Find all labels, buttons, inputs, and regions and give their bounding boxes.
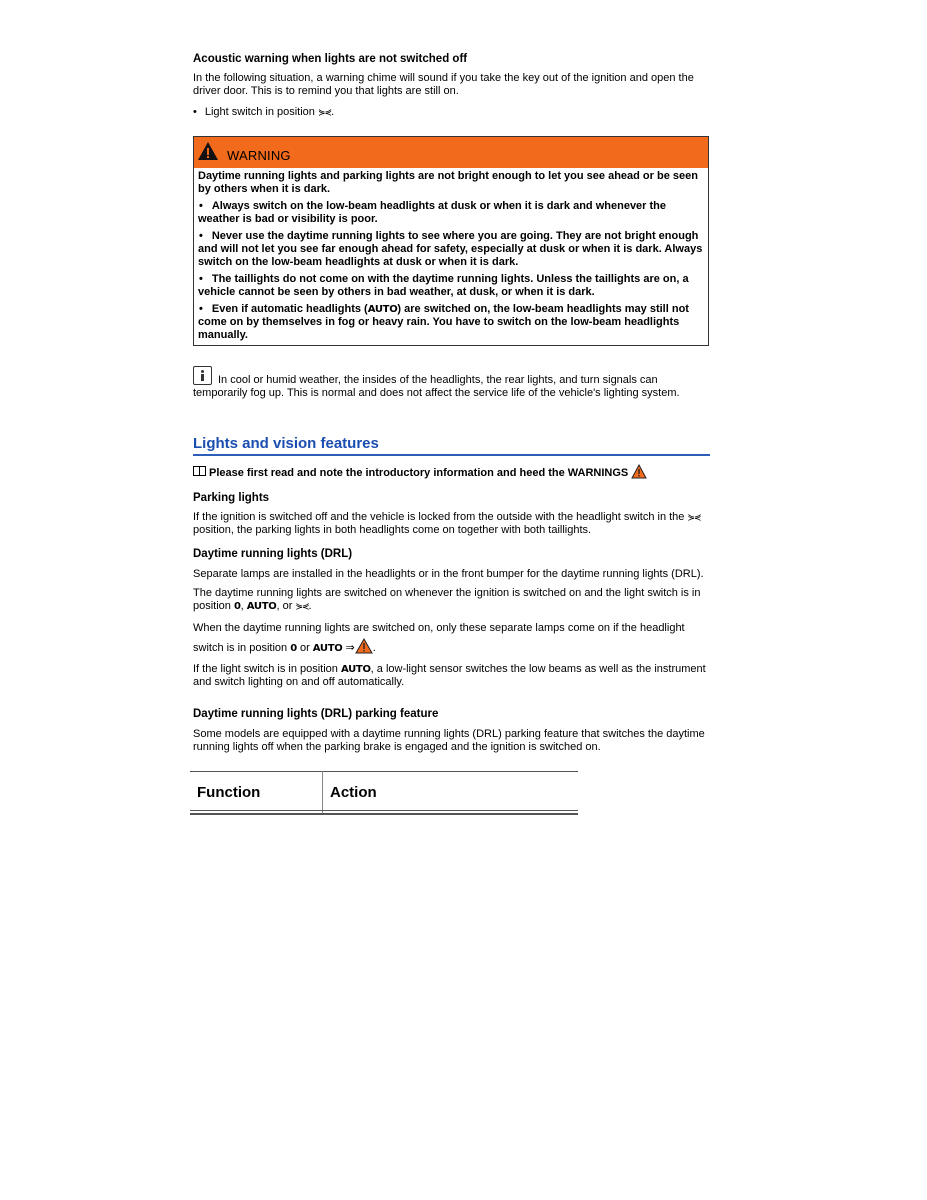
drl-p4-text-b: , a low-light sensor switches the low beams as well as the instrument and switch lighting on and off automatically.	[193, 663, 706, 688]
table-header-rule	[190, 810, 578, 811]
drl-p3-text: When the daytime running lights are switched on, only these separate lamps come on if the headlight switch is in position	[193, 622, 685, 654]
lights-section-header	[193, 435, 710, 456]
warning-intro: Daytime running lights and parking lights are not bright enough to let you see ahead or be seen by others when it is dark.	[198, 170, 698, 195]
warning-item: • Never use the daytime running lights to see where you are going. They are not bright enough and will not let you see far enough ahead for safety, especially at dusk or when it is dark. Always switch on the low-beam headlights at dusk or when it is dark.	[198, 230, 703, 268]
acoustic-bullet-end: .	[331, 106, 335, 118]
section-rule	[193, 454, 710, 456]
warning-body	[194, 168, 708, 342]
auto-mark: AUTO	[312, 643, 343, 654]
zero-mark: 0	[290, 643, 297, 654]
warning-header	[194, 137, 708, 168]
drl-p3-or: or	[299, 642, 310, 654]
drl-parking-heading: Daytime running lights (DRL) parking feature	[193, 708, 439, 720]
acoustic-bullet-text: Light switch in position	[204, 106, 315, 118]
note-text	[193, 366, 710, 400]
drl-heading: Daytime running lights (DRL)	[193, 548, 353, 560]
table-column-separator	[322, 771, 323, 814]
zero-mark: 0	[233, 601, 241, 612]
table-header-action: Action	[330, 784, 377, 801]
info-icon	[193, 366, 212, 385]
drl-p2-end: .	[308, 600, 312, 612]
bullet-dot: •	[193, 106, 197, 118]
warning-item: • Always switch on the low-beam headlights at dusk or when it is dark and whenever the weather is bad or visibility is poor.	[198, 200, 667, 225]
warning-triangle-icon[interactable]	[355, 638, 373, 654]
warning-triangle-icon[interactable]	[631, 464, 647, 479]
parking-light-symbol: ⋟⋞	[687, 512, 701, 522]
drl-p2-sep: ,	[240, 600, 244, 612]
parking-text-b: position, the parking lights in both headlights come on together with both taillights.	[193, 524, 592, 536]
drl-parking-section	[193, 707, 710, 754]
section-title: Lights and vision features	[193, 435, 379, 452]
table-header-rule-double	[190, 813, 578, 815]
intro-line	[193, 464, 710, 480]
warning-item-text: ) are switched on, the low-beam headlights may still not come on by themselves in fog or heavy rain. You have to switch on the low-beam headlights manually.	[198, 303, 689, 341]
acoustic-section	[193, 52, 710, 119]
parking-text-a: If the ignition is switched off and the vehicle is locked from the outside with the headlight switch in the	[193, 511, 685, 523]
drl-p1: Separate lamps are installed in the headlights or in the front bumper for the daytime running lights (DRL).	[193, 568, 704, 580]
parking-section	[193, 491, 710, 537]
drl-p4	[193, 663, 710, 689]
drl-p2	[193, 587, 710, 613]
drl-parking-text: Some models are equipped with a daytime running lights (DRL) parking feature that switches the daytime running lights off when the parking brake is engaged and the ignition is switched on.	[193, 728, 705, 753]
arrow-icon: ⇒	[345, 642, 355, 654]
drl-section	[193, 547, 710, 689]
parking-text	[193, 511, 710, 537]
intro-text[interactable]: Please first read and note the introductory information and heed the WARNINGS	[209, 467, 629, 479]
drl-p3-end: .	[372, 642, 376, 654]
acoustic-text: In the following situation, a warning chime will sound if you take the key out of the ignition and open the driver door. This is to remind you that lights are still on.	[193, 72, 694, 97]
warning-item: • Even if automatic headlights (AUTO) are switched on, the low-beam headlights may still not come on by themselves in fog or heavy rain. You have to switch on the low-beam headlights manually.	[198, 303, 689, 341]
warning-title: WARNING	[227, 148, 291, 163]
warning-item-text: Always switch on the low-beam headlights at dusk or when it is dark and whenever the weather is bad or visibility is poor.	[198, 200, 667, 225]
parking-light-symbol: ⋟⋞	[295, 601, 309, 611]
warning-item: • The taillights do not come on with the daytime running lights. Unless the taillights are on, a vehicle cannot be seen by others in bad weather, at dusk, or when it is dark.	[198, 273, 689, 298]
table-header-function: Function	[197, 784, 261, 801]
book-icon	[193, 466, 206, 476]
acoustic-bullet	[193, 106, 710, 119]
drl-p2-text: The daytime running lights are switched on whenever the ignition is switched on and the light switch is in position	[193, 587, 701, 612]
section-intro	[193, 464, 710, 480]
drl-p2-or: , or	[276, 600, 293, 612]
auto-mark: AUTO	[340, 664, 371, 675]
drl-p4-text: If the light switch is in position	[193, 663, 338, 675]
warning-item-text: Never use the daytime running lights to see where you are going. They are not bright enough and will not let you see far enough ahead for safety, especially at dusk or when it is dark. Always switch on the low-beam headlights at dusk or when it is dark.	[198, 230, 703, 268]
auto-mark: AUTO	[367, 304, 398, 315]
warning-triangle-icon	[197, 141, 219, 161]
warning-box	[193, 136, 709, 346]
note-text-body: In cool or humid weather, the insides of the headlights, the rear lights, and turn signals can temporarily fog up. This is normal and does not affect the service life of the vehicle's lighting system.	[193, 374, 680, 399]
warning-item-text: Even if automatic headlights (	[211, 303, 368, 315]
auto-mark: AUTO	[246, 601, 277, 612]
warning-item-text: The taillights do not come on with the daytime running lights. Unless the taillights are on, a vehicle cannot be seen by others in bad weather, at dusk, or when it is dark.	[198, 273, 689, 298]
acoustic-heading: Acoustic warning when lights are not switched off	[193, 53, 468, 65]
parking-heading: Parking lights	[193, 492, 270, 504]
drl-p3	[193, 619, 710, 658]
parking-light-symbol: ⋟⋞	[317, 107, 332, 117]
note-section	[193, 366, 710, 400]
table-top-rule	[190, 771, 578, 772]
